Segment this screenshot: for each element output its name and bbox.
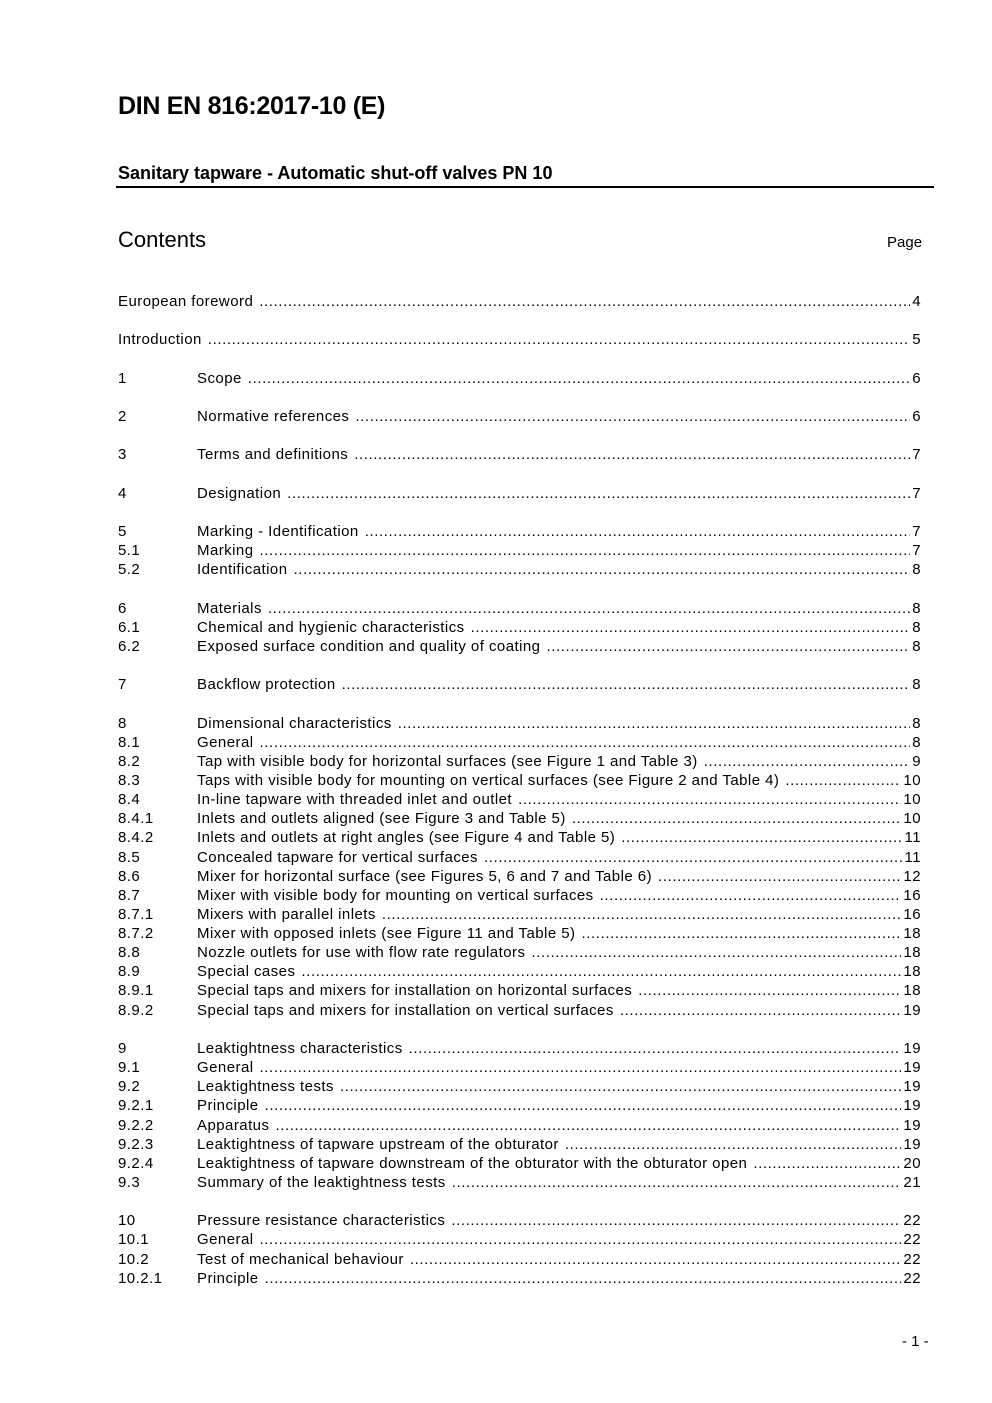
toc-entry[interactable] bbox=[118, 771, 921, 790]
toc-dot-leader bbox=[451, 1211, 901, 1230]
toc-entry-page: 22 bbox=[903, 1250, 921, 1268]
toc-entry-title: In-line tapware with threaded inlet and outlet bbox=[197, 791, 513, 809]
subtitle-divider bbox=[116, 186, 934, 188]
toc-entry-number: 8.9.2 bbox=[118, 1001, 154, 1019]
toc-entry-title: Test of mechanical behaviour bbox=[197, 1250, 404, 1268]
toc-entry-number: 9.2.2 bbox=[118, 1116, 154, 1134]
toc-entry-number: 8.7.1 bbox=[118, 905, 154, 923]
toc-entry-page: 7 bbox=[912, 542, 921, 560]
toc-entry-page: 7 bbox=[912, 484, 921, 502]
toc-entry-page: 11 bbox=[904, 829, 921, 847]
toc-entry[interactable] bbox=[118, 1250, 921, 1269]
contents-heading: Contents bbox=[118, 227, 207, 252]
toc-entry[interactable] bbox=[118, 1058, 921, 1077]
toc-dot-leader bbox=[621, 828, 902, 847]
toc-entry-page: 19 bbox=[903, 1039, 921, 1057]
toc-dot-leader bbox=[582, 924, 902, 943]
toc-dot-leader bbox=[265, 1096, 902, 1115]
toc-entry-number: 8.4.1 bbox=[118, 810, 154, 828]
toc-dot-leader bbox=[753, 1154, 901, 1173]
toc-entry-title: Identification bbox=[197, 561, 288, 579]
toc-entry-number: 8 bbox=[118, 714, 127, 732]
toc-entry-number: 6 bbox=[118, 599, 127, 617]
toc-dot-leader bbox=[355, 407, 910, 426]
toc-entry-page: 21 bbox=[903, 1173, 921, 1191]
toc-entry[interactable] bbox=[118, 733, 921, 752]
toc-entry[interactable] bbox=[118, 752, 921, 771]
toc-entry-number: 10.2.1 bbox=[118, 1269, 163, 1287]
toc-dot-leader bbox=[518, 790, 901, 809]
document-subtitle: Sanitary tapware - Automatic shut-off valves PN 10 bbox=[118, 163, 553, 183]
toc-entry-page: 19 bbox=[903, 1059, 921, 1077]
toc-entry-number: 9.2.3 bbox=[118, 1135, 154, 1153]
toc-entry-number: 8.8 bbox=[118, 944, 141, 962]
toc-entry-number: 6.2 bbox=[118, 637, 141, 655]
toc-entry-title: Marking - Identification bbox=[197, 522, 359, 540]
toc-entry-page: 20 bbox=[903, 1154, 921, 1172]
toc-entry[interactable] bbox=[118, 943, 921, 962]
toc-entry-title: Normative references bbox=[197, 407, 350, 425]
toc-entry-number: 8.6 bbox=[118, 867, 141, 885]
toc-entry-title: Leaktightness of tapware downstream of the obturator with the obturator open bbox=[197, 1154, 748, 1172]
toc-entry-title: European foreword bbox=[118, 293, 254, 310]
toc-entry-title: Special cases bbox=[197, 963, 296, 981]
toc-entry[interactable] bbox=[118, 924, 921, 943]
toc-entry-number: 2 bbox=[118, 407, 127, 425]
toc-entry-number: 8.9 bbox=[118, 963, 141, 981]
toc-entry-page: 18 bbox=[903, 944, 921, 962]
toc-entry-number: 9.2.1 bbox=[118, 1097, 154, 1115]
toc-entry-title: Pressure resistance characteristics bbox=[197, 1212, 446, 1230]
toc-entry-number: 8.5 bbox=[118, 848, 141, 866]
toc-entry[interactable] bbox=[118, 905, 921, 924]
toc-entry[interactable] bbox=[118, 675, 921, 694]
toc-entry-title: Exposed surface condition and quality of coating bbox=[197, 637, 541, 655]
toc-entry-title: Leaktightness characteristics bbox=[197, 1039, 403, 1057]
toc-entry-page: 8 bbox=[912, 599, 921, 617]
toc-entry-title: Chemical and hygienic characteristics bbox=[197, 618, 465, 636]
toc-entry[interactable] bbox=[118, 981, 921, 1000]
toc-dot-leader bbox=[354, 445, 910, 464]
toc-entry[interactable] bbox=[118, 1001, 921, 1020]
toc-entry-title: Backflow protection bbox=[197, 676, 336, 694]
toc-entry[interactable] bbox=[118, 790, 921, 809]
toc-entry-title: Mixer with visible body for mounting on vertical surfaces bbox=[197, 886, 594, 904]
toc-entry-page: 8 bbox=[912, 561, 921, 579]
toc-entry-page: 16 bbox=[903, 905, 921, 923]
toc-dot-leader bbox=[340, 1077, 901, 1096]
toc-entry-title: Nozzle outlets for use with flow rate regulators bbox=[197, 944, 526, 962]
toc-entry-title: Tap with visible body for horizontal surfaces (see Figure 1 and Table 3) bbox=[197, 752, 698, 770]
toc-entry-page: 22 bbox=[903, 1212, 921, 1230]
toc-dot-leader bbox=[409, 1039, 902, 1058]
toc-entry-title: Principle bbox=[197, 1269, 259, 1287]
toc-dot-leader bbox=[398, 714, 910, 733]
toc-entry-number: 5 bbox=[118, 522, 127, 540]
toc-entry-page: 9 bbox=[912, 752, 921, 770]
toc-entry-page: 19 bbox=[903, 1116, 921, 1134]
toc-entry-title: Dimensional characteristics bbox=[197, 714, 392, 732]
toc-entry-page: 8 bbox=[912, 618, 921, 636]
toc-dot-leader bbox=[572, 809, 902, 828]
toc-entry-page: 6 bbox=[912, 369, 921, 387]
toc-entry-title: Materials bbox=[197, 599, 262, 617]
toc-entry-number: 1 bbox=[118, 369, 127, 387]
toc-dot-leader bbox=[260, 1230, 902, 1249]
toc-entry-number: 3 bbox=[118, 446, 127, 464]
toc-entry[interactable] bbox=[118, 369, 921, 388]
toc-dot-leader bbox=[382, 905, 902, 924]
toc-entry[interactable] bbox=[118, 522, 921, 541]
toc-entry-page: 8 bbox=[912, 714, 921, 732]
toc-entry-title: Principle bbox=[197, 1097, 259, 1115]
toc-entry-number: 5.1 bbox=[118, 542, 141, 560]
toc-entry-title: Inlets and outlets aligned (see Figure 3 and Table 5) bbox=[197, 810, 566, 828]
toc-entry[interactable] bbox=[118, 1269, 921, 1288]
toc-entry-page: 8 bbox=[912, 676, 921, 694]
toc-entry-title: Apparatus bbox=[197, 1116, 270, 1134]
toc-entry-number: 9.3 bbox=[118, 1173, 141, 1191]
toc-dot-leader bbox=[208, 330, 910, 349]
toc-dot-leader bbox=[638, 981, 901, 1000]
toc-entry-title: Scope bbox=[197, 369, 242, 387]
toc-dot-leader bbox=[268, 599, 910, 618]
toc-entry-title: Special taps and mixers for installation on horizontal surfaces bbox=[197, 982, 633, 1000]
toc-entry-page: 18 bbox=[903, 982, 921, 1000]
toc-dot-leader bbox=[452, 1173, 902, 1192]
toc-dot-leader bbox=[294, 560, 911, 579]
toc-dot-leader bbox=[785, 771, 901, 790]
toc-entry-title: Designation bbox=[197, 484, 282, 502]
toc-entry-title: Taps with visible body for mounting on vertical surfaces (see Figure 2 and Table 4) bbox=[197, 771, 780, 789]
toc-entry[interactable] bbox=[118, 541, 921, 560]
document-title: DIN EN 816:2017-10 (E) bbox=[118, 92, 386, 120]
toc-entry-number: 9.2 bbox=[118, 1078, 141, 1096]
toc-entry[interactable] bbox=[118, 962, 921, 981]
toc-entry[interactable] bbox=[118, 292, 921, 311]
toc-dot-leader bbox=[546, 637, 910, 656]
toc-entry-page: 4 bbox=[912, 293, 921, 310]
toc-entry-page: 19 bbox=[903, 1097, 921, 1115]
toc-entry[interactable] bbox=[118, 1096, 921, 1115]
toc-entry-number: 9.1 bbox=[118, 1059, 141, 1077]
toc-entry[interactable] bbox=[118, 599, 921, 618]
toc-entry-title: Concealed tapware for vertical surfaces bbox=[197, 848, 479, 866]
toc-entry-page: 19 bbox=[903, 1135, 921, 1153]
toc-entry-title: Introduction bbox=[118, 331, 202, 349]
toc-entry-page: 10 bbox=[903, 791, 921, 809]
toc-dot-leader bbox=[301, 962, 901, 981]
toc-dot-leader bbox=[265, 1269, 902, 1288]
toc-entry[interactable] bbox=[118, 330, 921, 349]
toc-entry[interactable] bbox=[118, 618, 921, 637]
toc-dot-leader bbox=[600, 886, 902, 905]
toc-entry-number: 10 bbox=[118, 1212, 136, 1230]
toc-entry[interactable] bbox=[118, 1173, 921, 1192]
toc-dot-leader bbox=[260, 1058, 902, 1077]
toc-entry-page: 12 bbox=[903, 867, 921, 885]
toc-entry-title: Terms and definitions bbox=[197, 446, 349, 464]
toc-entry[interactable] bbox=[118, 1230, 921, 1249]
toc-entry-page: 22 bbox=[903, 1231, 921, 1249]
toc-entry[interactable] bbox=[118, 407, 921, 426]
toc-entry-page: 19 bbox=[903, 1001, 921, 1019]
toc-entry-page: 10 bbox=[903, 810, 921, 828]
toc-entry-page: 22 bbox=[903, 1269, 921, 1287]
toc-dot-leader bbox=[287, 484, 910, 503]
toc-entry-page: 8 bbox=[912, 637, 921, 655]
toc-entry-number: 8.4.2 bbox=[118, 829, 154, 847]
toc-entry-page: 18 bbox=[903, 963, 921, 981]
toc-entry-number: 8.3 bbox=[118, 771, 141, 789]
toc-dot-leader bbox=[531, 943, 901, 962]
toc-entry-number: 8.4 bbox=[118, 791, 141, 809]
toc-entry[interactable] bbox=[118, 1116, 921, 1135]
toc-entry[interactable] bbox=[118, 560, 921, 579]
toc-entry-title: Mixer for horizontal surface (see Figures 5, 6 and 7 and Table 6) bbox=[197, 867, 653, 885]
toc-dot-leader bbox=[275, 1116, 901, 1135]
toc-entry-page: 6 bbox=[912, 407, 921, 425]
toc-entry-number: 6.1 bbox=[118, 618, 141, 636]
toc-entry-title: Mixers with parallel inlets bbox=[197, 905, 376, 923]
toc-entry[interactable] bbox=[118, 828, 921, 847]
toc-entry[interactable] bbox=[118, 714, 921, 733]
toc-entry-title: Special taps and mixers for installation on vertical surfaces bbox=[197, 1001, 614, 1019]
toc-entry[interactable] bbox=[118, 637, 921, 656]
toc-entry-page: 16 bbox=[903, 886, 921, 904]
toc-entry-title: Leaktightness tests bbox=[197, 1078, 334, 1096]
toc-entry-page: 11 bbox=[904, 848, 921, 866]
toc-entry-page: 8 bbox=[912, 733, 921, 751]
toc-entry-title: General bbox=[197, 733, 254, 751]
toc-entry-number: 8.2 bbox=[118, 752, 141, 770]
toc-dot-leader bbox=[704, 752, 911, 771]
toc-entry[interactable] bbox=[118, 809, 921, 828]
toc-entry-page: 5 bbox=[912, 331, 921, 349]
toc-entry-number: 4 bbox=[118, 484, 127, 502]
toc-entry-title: General bbox=[197, 1059, 254, 1077]
toc-entry-page: 7 bbox=[912, 522, 921, 540]
toc-entry-number: 8.7.2 bbox=[118, 925, 154, 943]
toc-dot-leader bbox=[342, 675, 911, 694]
toc-entry[interactable] bbox=[118, 1039, 921, 1058]
page-column-heading: Page bbox=[887, 234, 923, 251]
toc-dot-leader bbox=[620, 1001, 902, 1020]
toc-entry-page: 10 bbox=[903, 771, 921, 789]
toc-entry[interactable] bbox=[118, 886, 921, 905]
toc-entry[interactable] bbox=[118, 848, 921, 867]
toc-entry[interactable] bbox=[118, 1154, 921, 1173]
toc-entry[interactable] bbox=[118, 867, 921, 886]
toc-dot-leader bbox=[658, 867, 901, 886]
toc-entry-number: 5.2 bbox=[118, 561, 141, 579]
toc-entry-number: 8.1 bbox=[118, 733, 141, 751]
toc-dot-leader bbox=[471, 618, 911, 637]
toc-dot-leader bbox=[260, 541, 911, 560]
toc-dot-leader bbox=[259, 292, 910, 311]
toc-entry-number: 10.1 bbox=[118, 1231, 149, 1249]
toc-entry-page: 18 bbox=[903, 925, 921, 943]
toc-dot-leader bbox=[484, 848, 903, 867]
toc-entry-title: Marking bbox=[197, 542, 254, 560]
toc-entry-title: Inlets and outlets at right angles (see Figure 4 and Table 5) bbox=[197, 829, 616, 847]
toc-dot-leader bbox=[260, 733, 911, 752]
toc-entry-page: 7 bbox=[912, 446, 921, 464]
toc-entry[interactable] bbox=[118, 1211, 921, 1230]
toc-entry-number: 9 bbox=[118, 1039, 127, 1057]
toc-entry-title: General bbox=[197, 1231, 254, 1249]
table-of-contents bbox=[118, 292, 921, 1288]
toc-entry[interactable] bbox=[118, 484, 921, 503]
toc-entry-title: Summary of the leaktightness tests bbox=[197, 1173, 446, 1191]
toc-entry[interactable] bbox=[118, 445, 921, 464]
toc-entry-title: Leaktightness of tapware upstream of the obturator bbox=[197, 1135, 559, 1153]
toc-dot-leader bbox=[248, 369, 910, 388]
toc-entry-page: 19 bbox=[903, 1078, 921, 1096]
toc-entry-number: 8.9.1 bbox=[118, 982, 154, 1000]
toc-dot-leader bbox=[410, 1250, 902, 1269]
toc-entry-number: 8.7 bbox=[118, 886, 141, 904]
toc-dot-leader bbox=[365, 522, 911, 541]
toc-entry[interactable] bbox=[118, 1077, 921, 1096]
page-number: - 1 - bbox=[902, 1333, 929, 1350]
toc-entry-number: 7 bbox=[118, 676, 127, 694]
toc-entry-number: 9.2.4 bbox=[118, 1154, 154, 1172]
toc-entry[interactable] bbox=[118, 1135, 921, 1154]
toc-entry-title: Mixer with opposed inlets (see Figure 11 and Table 5) bbox=[197, 925, 576, 943]
toc-dot-leader bbox=[565, 1135, 902, 1154]
toc-entry-number: 10.2 bbox=[118, 1250, 149, 1268]
